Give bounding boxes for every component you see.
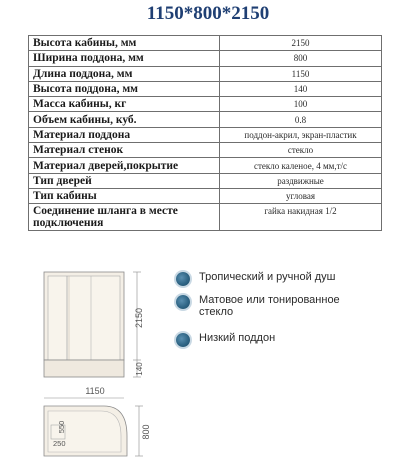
spec-label: Масса кабины, кг (29, 97, 220, 112)
dim-550-label: 550 (57, 420, 66, 434)
page-title: 1150*800*2150 (146, 3, 270, 24)
bullet-circle-icon (176, 333, 190, 347)
spec-label: Тип кабины (29, 188, 220, 203)
feature-text: Тропический и ручной душ (199, 271, 336, 283)
table-row (29, 81, 382, 96)
table-row (29, 112, 382, 127)
bullet-circle-icon (176, 295, 190, 309)
dim-250-label: 250 (53, 439, 66, 448)
spec-value: 1150 (220, 66, 382, 81)
list-item (172, 294, 369, 318)
table-row (29, 127, 382, 142)
spec-label: Высота кабины, мм (29, 36, 220, 51)
list-item (172, 271, 402, 283)
dim-length-label: 1150 (85, 386, 105, 396)
spec-value: гайка накидная 1/2 (220, 204, 382, 231)
table-row (29, 97, 382, 112)
bullet-circle-icon (176, 272, 190, 286)
spec-label: Материал стенок (29, 143, 220, 158)
spec-value: 800 (220, 51, 382, 66)
spec-value: 0.8 (220, 112, 382, 127)
spec-value: раздвижные (220, 173, 382, 188)
spec-label: Высота поддона, мм (29, 81, 220, 96)
table-row (29, 188, 382, 203)
spec-value: поддон-акрил, экран-пластик (220, 127, 382, 142)
spec-label: Материал дверей,покрытие (29, 158, 220, 173)
table-row (29, 36, 382, 51)
cabin-tray (44, 360, 124, 377)
spec-value: 100 (220, 97, 382, 112)
dim-tray-height-label: 140 (135, 362, 144, 376)
dim-width-label: 800 (141, 424, 151, 440)
table-row (29, 204, 382, 231)
spec-label: Ширина поддона, мм (29, 51, 220, 66)
feature-text: Матовое или тонированное стекло (199, 294, 340, 318)
specs-table (28, 35, 382, 231)
spec-label: Объем кабины, куб. (29, 112, 220, 127)
cabin-drawing (29, 266, 166, 470)
spec-value: 140 (220, 81, 382, 96)
feature-text: Низкий поддон (199, 332, 276, 344)
spec-label: Соединение шланга в месте подключения (29, 204, 220, 231)
table-row (29, 158, 382, 173)
spec-label: Длина поддона, мм (29, 66, 220, 81)
table-row (29, 51, 382, 66)
spec-value: стекло (220, 143, 382, 158)
list-item (172, 332, 402, 344)
dim-height-label: 2150 (134, 307, 144, 329)
spec-value: угловая (220, 188, 382, 203)
table-row (29, 66, 382, 81)
cabin-glass-panel (48, 276, 120, 360)
table-row (29, 143, 382, 158)
spec-label: Тип дверей (29, 173, 220, 188)
table-row (29, 173, 382, 188)
spec-value: 2150 (220, 36, 382, 51)
spec-label: Материал поддона (29, 127, 220, 142)
features-list (172, 263, 402, 344)
spec-value: стекло каленое, 4 мм,т/с (220, 158, 382, 173)
